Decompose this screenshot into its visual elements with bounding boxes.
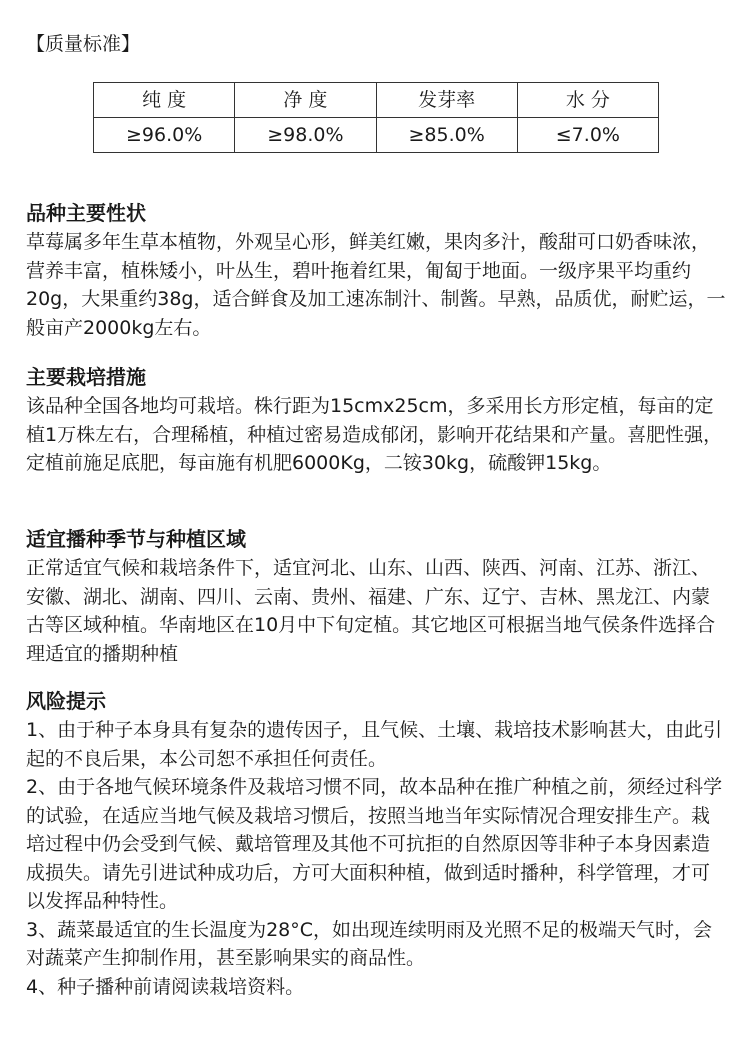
season-body: 正常适宜气候和栽培条件下，适宜河北、山东、山西、陕西、河南、江苏、浙江、安徽、湖北、湖南、四川、云南、贵州、福建、广东、辽宁、吉林、黑龙江、内蒙古等区域种植。华南地区在10月中下旬定植。其它地区可根据当地气侯条件选择合理适宜的播期种植 <box>26 557 716 665</box>
quality-standard-table <box>93 82 659 153</box>
quality-standard-title: 【质量标准】 <box>26 33 141 55</box>
risk-body <box>26 716 726 1001</box>
header-moisture: 水 分 <box>517 83 658 118</box>
season-heading: 适宜播种季节与种植区域 <box>26 527 246 551</box>
value-cleanliness: ≥98.0% <box>235 118 376 153</box>
value-moisture: ≤7.0% <box>517 118 658 153</box>
risk-item-2: 2、由于各地气候环境条件及栽培习惯不同，故本品种在推广种植之前，须经过科学的试验，在适应当地气候及栽培习惯后，按照当地当年实际情况合理安排生产。栽培过程中仍会受到气候、戴培管理及其他不可抗拒的自然原因等非种子本身因素造成损失。请先引进试种成功后，方可大面积种植，做到适时播种，科学管理，才可以发挥品种特性。 <box>26 776 723 912</box>
risk-item-4: 4、种子播种前请阅读栽培资料。 <box>26 975 305 998</box>
risk-heading: 风险提示 <box>26 689 106 713</box>
value-germination: ≥85.0% <box>376 118 517 153</box>
table-header-row <box>94 83 659 118</box>
header-cleanliness: 净 度 <box>235 83 376 118</box>
risk-item-3: 3、蔬菜最适宜的生长温度为28°C，如出现连续明雨及光照不足的极端天气时，会对蔬菜产生抑制作用，甚至影响果实的商品性。 <box>26 918 713 969</box>
traits-body: 草莓属多年生草本植物，外观呈心形，鲜美红嫩，果肉多汁，酸甜可口奶香味浓，营养丰富，植株矮小，叶丛生，碧叶拖着红果，匍匐于地面。一级序果平均重约20g，大果重约38g，适合鲜食及加工速冻制汁、制酱。早熟，品质优，耐贮运，一般亩产2000kg左右。 <box>26 231 726 339</box>
traits-heading: 品种主要性状 <box>26 201 146 225</box>
cultivation-body: 该品种全国各地均可栽培。株行距为15cmx25cm，多采用长方形定植，每亩的定植1万株左右，合理稀植，种植过密易造成郁闭，影响开花结果和产量。喜肥性强，定植前施足底肥，每亩施有机肥6000Kg，二铵30kg，硫酸钾15kg。 <box>26 395 723 474</box>
traits-section <box>26 198 726 342</box>
cultivation-section <box>26 362 726 478</box>
cultivation-heading: 主要栽培措施 <box>26 365 146 389</box>
header-purity: 纯 度 <box>94 83 235 118</box>
table-row <box>94 118 659 153</box>
header-germination: 发芽率 <box>376 83 517 118</box>
value-purity: ≥96.0% <box>94 118 235 153</box>
season-section <box>26 524 726 668</box>
risk-section <box>26 686 726 1001</box>
risk-item-1: 1、由于种子本身具有复杂的遗传因子，且气候、土壤、栽培技术影响甚大，由此引起的不良后果，本公司恕不承担任何责任。 <box>26 719 723 770</box>
